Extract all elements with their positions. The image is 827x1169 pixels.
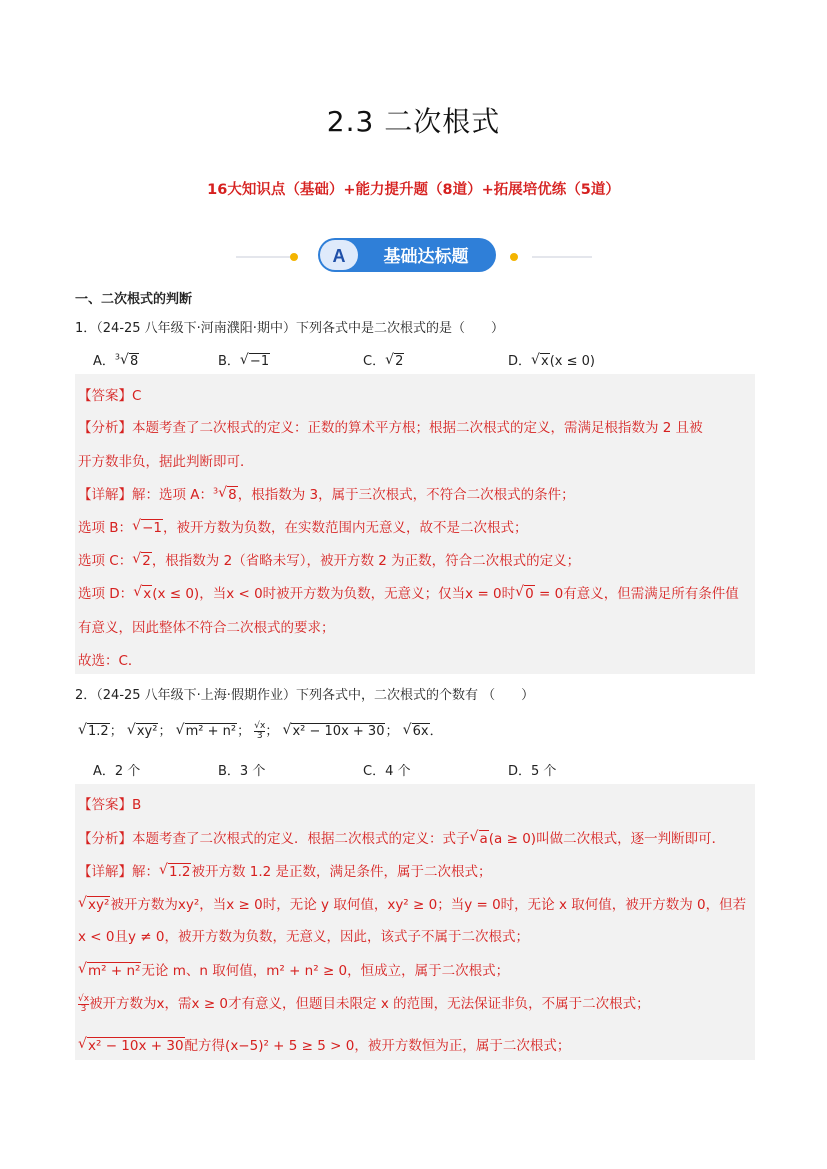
q2-answer: 【答案】B: [78, 797, 142, 813]
page-title: 2.3 二次根式: [326, 105, 501, 138]
q2-detail-2-line2: x < 0且y ≠ 0，被开方数为负数，无意义，因此，该式子不属于二次根式；: [78, 929, 529, 945]
banner-dot-right: [510, 253, 518, 261]
q1-analysis-line2: 开方数非负，据此判断即可．: [78, 454, 254, 470]
q2-analysis: 【分析】本题考查了二次根式的定义．根据二次根式的定义：式子√ a(a ≥ 0)叫做二次根式，逐一判断即可．: [78, 827, 725, 847]
section-banner: [232, 233, 596, 275]
page-subtitle: 16大知识点（基础）+能力提升题（8道）+拓展培优练（5道）: [207, 182, 620, 198]
q2-detail-4: $\frac{√x}{3}$ 被开方数为x，需x ≥ 0才有意义，但题目未限定 x 的范围，无法保证非负，不属于二次根式；: [78, 993, 650, 1014]
q2-option-b: B．3 个: [218, 764, 266, 779]
q1-option-b: B．√ −1: [218, 350, 270, 369]
q2-option-c: C．4 个: [363, 764, 411, 779]
q2-option-d: D．5 个: [508, 764, 557, 779]
q2-solution-box: [75, 784, 755, 1060]
q1-option-a: A．$^3$√ 8: [93, 350, 139, 369]
banner-label: 基础达标题: [383, 247, 469, 267]
q2-option-a: A．2 个: [93, 764, 141, 779]
q1-stem: 1．（24-25 八年级下·河南濮阳·期中）下列各式中是二次根式的是（ ）: [75, 321, 504, 336]
q1-detail-c: 选项 C：√ 2，根指数为 2（省略未写），被开方数 2 为正数，符合二次根式的定义；: [78, 549, 580, 569]
banner-dot-left: [290, 253, 298, 261]
q2-stem: 2．（24-25 八年级下·上海·假期作业）下列各式中，二次根式的个数有 （ ）: [75, 688, 535, 703]
section-heading: 一、二次根式的判断: [75, 292, 193, 307]
q2-expressions: √ 1.2； √ xy²； √ m² + n²； $\frac{√x}{3}$ ； √ x² − 10x + 30； √ 6x．: [78, 720, 443, 741]
q1-answer: 【答案】C: [78, 388, 142, 404]
q2-detail-3: √ m² + n²无论 m、n 取何值，m² + n² ≥ 0，恒成立，属于二次根式；: [78, 959, 509, 979]
banner-letter: A: [332, 246, 346, 266]
q1-analysis-line1: 【分析】本题考查了二次根式的定义：正数的算术平方根；根据二次根式的定义，需满足根指数为 2 且被: [78, 420, 703, 436]
q2-detail-1: 【详解】解：√ 1.2被开方数 1.2 是正数，满足条件，属于二次根式；: [78, 860, 492, 880]
q1-detail-a: 【详解】解：选项 A：$^3$√ 8，根指数为 3，属于三次根式，不符合二次根式的条件；: [78, 483, 575, 503]
q1-detail-d-line2: 有意义，因此整体不符合二次根式的要求；: [78, 620, 335, 636]
q1-detail-b: 选项 B：√ −1，被开方数为负数，在实数范围内无意义，故不是二次根式；: [78, 516, 527, 536]
q1-option-d: D．√ x(x ≤ 0): [508, 350, 595, 369]
q2-detail-5: √ x² − 10x + 30配方得(x−5)² + 5 ≥ 5 > 0，被开方数恒为正，属于二次根式；: [78, 1034, 570, 1054]
q1-option-c: C．√ 2: [363, 350, 404, 369]
q1-detail-d: 选项 D：√ x(x ≤ 0)，当x < 0时被开方数为负数，无意义；仅当x = 0时√ 0 = 0有意义，但需满足所有条件值: [78, 582, 739, 602]
q1-conclusion: 故选：C．: [78, 653, 142, 669]
q2-detail-2: √ xy²被开方数为xy²，当x ≥ 0时，无论 y 取何值，xy² ≥ 0；当y = 0时，无论 x 取何值，被开方数为 0，但若: [78, 893, 746, 913]
